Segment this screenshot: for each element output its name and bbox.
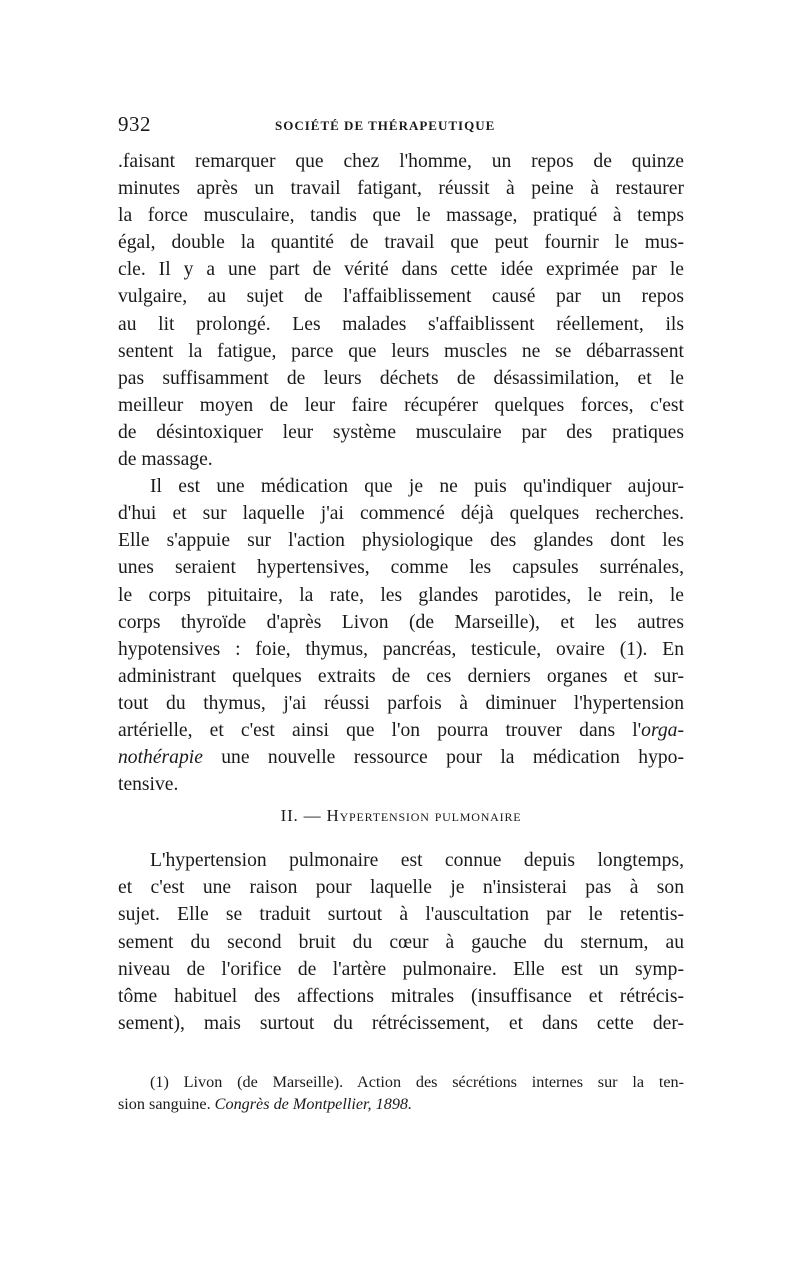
italic-term: orga- [641, 719, 684, 741]
text-line: de désintoxiquer leur système musculaire par des pratiques [118, 421, 684, 443]
text-line: de massage. [118, 449, 213, 471]
footnote-citation: Congrès de Montpellier, 1898. [214, 1094, 413, 1113]
text-line: Il est une médication que je ne puis qu'indiquer aujour- [150, 476, 684, 498]
footnote-line [118, 1093, 684, 1115]
text-line: Elle s'appuie sur l'action physiologique des glandes dont les [118, 530, 684, 552]
footnote-line: (1) Livon (de Marseille). Action des sécrétions internes sur la ten- [150, 1072, 684, 1091]
text-line: le corps pituitaire, la rate, les glandes parotides, le rein, le [118, 584, 684, 606]
text-line: d'hui et sur laquelle j'ai commencé déjà quelques recherches. [118, 503, 684, 525]
running-title: SOCIÉTÉ DE THÉRAPEUTIQUE [275, 118, 496, 133]
text-line: sement), mais surtout du rétrécissement, et dans cette der- [118, 1012, 684, 1034]
text-line: unes seraient hypertensives, comme les capsules surrénales, [118, 557, 684, 579]
text-line: L'hypertension pulmonaire est connue depuis longtemps, [150, 850, 684, 872]
text-line: .faisant remarquer que chez l'homme, un repos de quinze [118, 151, 684, 172]
text-line: corps thyroïde d'après Livon (de Marseille), et les autres [118, 611, 684, 633]
paragraph-massage [118, 148, 684, 473]
text-line: au lit prolongé. Les malades s'affaiblissent réellement, ils [118, 313, 684, 335]
text-line: la force musculaire, tandis que le massage, pratiqué à temps [118, 205, 684, 227]
text-line [118, 717, 684, 744]
section-number: II. — [280, 806, 322, 826]
body-text [118, 148, 684, 1037]
book-page [118, 112, 684, 1115]
text-line: administrant quelques extraits de ces derniers organes et sur- [118, 665, 684, 687]
text-line: sujet. Elle se traduit surtout à l'auscultation par le retentis- [118, 904, 684, 926]
text-line: tensive. [118, 774, 179, 796]
text-line: tôme habituel des affections mitrales (insuffisance et rétrécis- [118, 985, 684, 1007]
text-fragment: une nouvelle ressource pour la médication hypo- [202, 747, 684, 769]
text-line: pas suffisamment de leurs déchets de désassimilation, et le [118, 367, 684, 389]
text-line: tout du thymus, j'ai réussi parfois à diminuer l'hypertension [118, 692, 684, 714]
page-number: 932 [118, 112, 151, 136]
text-line: niveau de l'orifice de l'artère pulmonaire. Elle est un symp- [118, 958, 684, 980]
paragraph-medication [118, 473, 684, 798]
text-line: vulgaire, au sujet de l'affaiblissement causé par un repos [118, 286, 684, 308]
section-title: Hypertension pulmonaire [326, 806, 522, 826]
text-line: sentent la fatigue, parce que leurs muscles ne se débarrassent [118, 340, 684, 362]
paragraph-pulmonary [118, 847, 684, 1037]
section-heading [118, 804, 684, 828]
text-fragment: artérielle, et c'est ainsi que l'on pourra trouver dans l' [118, 719, 642, 741]
text-line: et c'est une raison pour laquelle je n'insisterai pas à son [118, 877, 684, 899]
text-line: hypotensives : foie, thymus, pancréas, testicule, ovaire (1). En [118, 638, 684, 660]
italic-term: nothérapie [118, 747, 203, 769]
text-line: égal, double la quantité de travail que peut fournir le mus- [118, 232, 684, 254]
text-line: meilleur moyen de leur faire récupérer quelques forces, c'est [118, 394, 684, 416]
text-line: sement du second bruit du cœur à gauche du sternum, au [118, 931, 684, 953]
running-head [118, 112, 684, 142]
text-fragment: sion sanguine. [118, 1094, 215, 1113]
text-line: cle. Il y a une part de vérité dans cette idée exprimée par le [118, 259, 684, 281]
text-line [118, 744, 684, 771]
footnotes [118, 1071, 684, 1115]
text-line: minutes après un travail fatigant, réussit à peine à restaurer [118, 178, 684, 200]
